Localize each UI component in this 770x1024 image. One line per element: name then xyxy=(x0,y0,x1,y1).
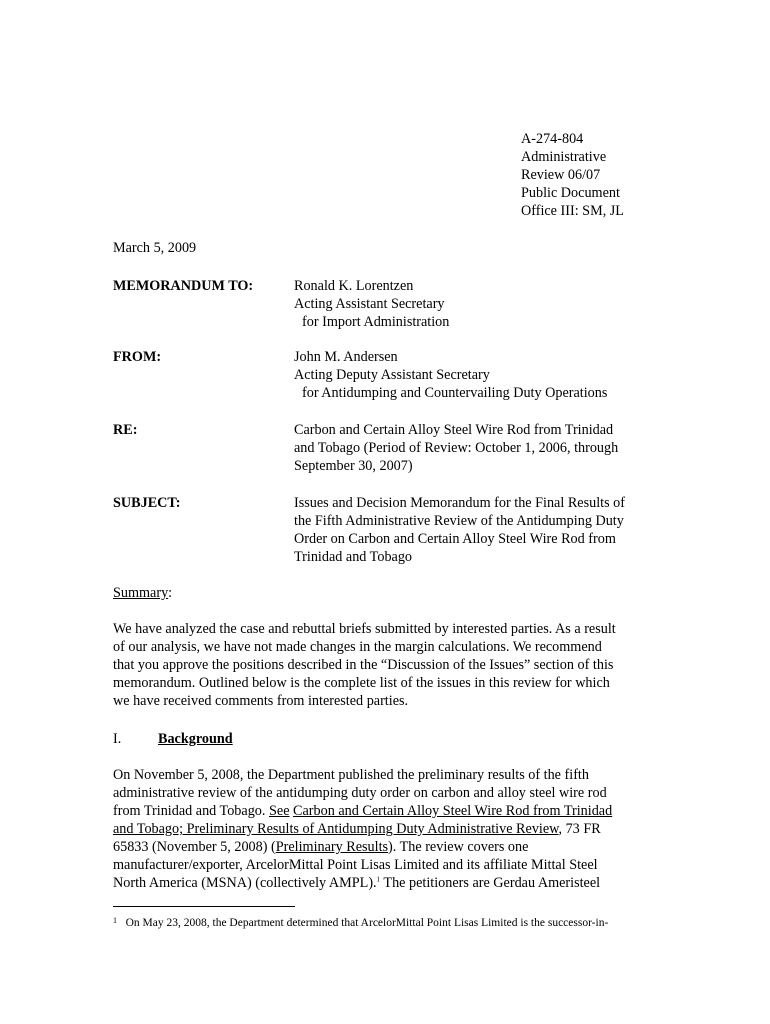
text-span: ). The review covers one xyxy=(388,839,529,855)
summary-paragraph xyxy=(113,620,673,710)
citation-title: and Tobago; Preliminary Results of Antidumping Duty Administrative Review xyxy=(113,821,559,837)
review-type: Administrative xyxy=(521,149,607,165)
background-line: manufacturer/exporter, ArcelorMittal Point Lisas Limited and its affiliate Mittal Steel xyxy=(113,857,598,873)
summary-heading-colon: : xyxy=(168,585,173,601)
memo-subject-line: Issues and Decision Memorandum for the Final Results of xyxy=(294,495,625,511)
memo-subject-line: Order on Carbon and Certain Alloy Steel Wire Rod from xyxy=(294,531,616,547)
text-span: , 73 FR xyxy=(558,821,601,837)
summary-line: We have analyzed the case and rebuttal briefs submitted by interested parties. As a result xyxy=(113,621,616,637)
memo-subject-label: SUBJECT: xyxy=(113,495,181,511)
memo-date: March 5, 2009 xyxy=(113,240,197,256)
document-header xyxy=(521,130,624,220)
memo-re-line: Carbon and Certain Alloy Steel Wire Rod from Trinidad xyxy=(294,422,614,438)
section-number: I. xyxy=(113,731,122,747)
footnote-marker: 1 xyxy=(113,916,117,925)
office-code: Office III: SM, JL xyxy=(521,203,624,219)
memo-from-title: Acting Deputy Assistant Secretary xyxy=(294,367,490,383)
memo-re-value xyxy=(294,421,618,475)
case-number: A-274-804 xyxy=(521,131,584,147)
citation-title: Carbon and Certain Alloy Steel Wire Rod from Trinidad xyxy=(293,803,613,819)
memo-to-label: MEMORANDUM TO: xyxy=(113,278,254,294)
memo-from-value xyxy=(294,348,607,402)
short-cite: Preliminary Results xyxy=(275,839,389,855)
text-span: from Trinidad and Tobago. xyxy=(113,803,269,819)
summary-line: we have received comments from interested parties. xyxy=(113,693,409,709)
memo-from-name: John M. Andersen xyxy=(294,349,398,365)
section-title: Background xyxy=(158,731,233,747)
text-span: North America (MSNA) (collectively AMPL). xyxy=(113,875,377,891)
summary-line: that you approve the positions described in the “Discussion of the Issues” section of this xyxy=(113,657,614,673)
footnote-text: On May 23, 2008, the Department determined that ArcelorMittal Point Lisas Limited is the successor-in- xyxy=(125,917,609,929)
summary-heading xyxy=(113,584,172,602)
summary-heading-text: Summary xyxy=(113,585,169,601)
footnote-reference[interactable]: 1 xyxy=(376,875,381,884)
memo-subject-line: the Fifth Administrative Review of the Antidumping Duty xyxy=(294,513,624,529)
footnote-divider xyxy=(113,906,295,907)
background-line xyxy=(113,838,673,856)
memo-subject-value xyxy=(294,494,625,566)
background-paragraph xyxy=(113,766,673,892)
summary-line: memorandum. Outlined below is the complete list of the issues in this review for which xyxy=(113,675,610,691)
review-period: Review 06/07 xyxy=(521,167,601,183)
memo-re-line: and Tobago (Period of Review: October 1, 2006, through xyxy=(294,440,619,456)
document-classification: Public Document xyxy=(521,185,620,201)
memo-to-title: Acting Assistant Secretary xyxy=(294,296,445,312)
background-line xyxy=(113,874,673,892)
background-line xyxy=(113,802,673,820)
memo-re-label: RE: xyxy=(113,422,138,438)
memo-re-line: September 30, 2007) xyxy=(294,458,413,474)
text-span: The petitioners are Gerdau Ameristeel xyxy=(380,875,601,891)
background-line: administrative review of the antidumping duty order on carbon and alloy steel wire rod xyxy=(113,785,607,801)
memo-to-value xyxy=(294,277,449,331)
background-line: On November 5, 2008, the Department published the preliminary results of the fifth xyxy=(113,767,589,783)
background-line xyxy=(113,820,673,838)
see-signal: See xyxy=(269,803,290,819)
summary-line: of our analysis, we have not made changes in the margin calculations. We recommend xyxy=(113,639,602,655)
text-span: 65833 (November 5, 2008) ( xyxy=(113,839,276,855)
memo-from-label: FROM: xyxy=(113,349,162,365)
memo-subject-line: Trinidad and Tobago xyxy=(294,549,413,565)
footnote xyxy=(113,916,608,930)
memo-from-dept: for Antidumping and Countervailing Duty Operations xyxy=(302,385,608,401)
memo-to-name: Ronald K. Lorentzen xyxy=(294,278,414,294)
memo-to-dept: for Import Administration xyxy=(302,314,450,330)
